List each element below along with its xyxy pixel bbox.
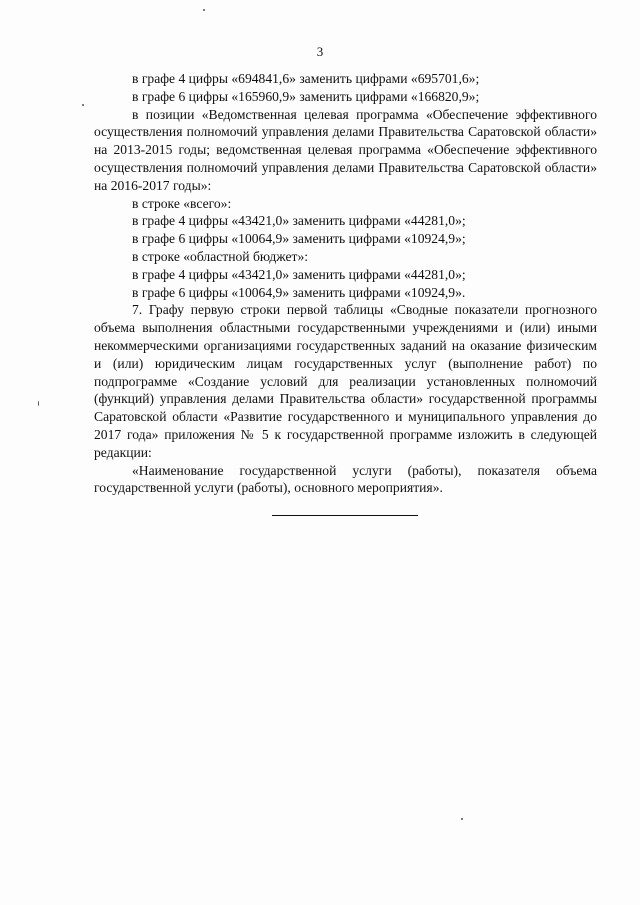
paragraph-8: в графе 4 цифры «43421,0» заменить цифрами «44281,0»; xyxy=(132,266,466,282)
scan-speck xyxy=(203,9,205,11)
scan-speck xyxy=(38,401,39,406)
paragraph-3: в позиции «Ведомственная целевая программа «Обеспечение эффективного осуществления полномочий управления делами Правительства Саратовской области» на 2013-2015 годы; ведомственная целевая программа «Обеспечение эффективного осуществления полномочий управления делами Правительства Саратовской области» на 2016-2017 годы»: xyxy=(94,106,597,193)
scan-speck xyxy=(82,104,84,106)
paragraph-11: «Наименование государственной услуги (работы), показателя объема государственной услуги (работы), основного мероприятия». xyxy=(94,462,597,496)
page-number: 3 xyxy=(316,44,324,59)
paragraph-1: в графе 4 цифры «694841,6» заменить цифрами «695701,6»; xyxy=(132,71,480,86)
end-divider-line xyxy=(272,515,418,516)
paragraph-4: в строке «всего»: xyxy=(132,195,232,211)
paragraph-6: в графе 6 цифры «10064,9» заменить цифрами «10924,9»; xyxy=(132,231,466,247)
paragraph-10: 7. Графу первую строки первой таблицы «Сводные показатели прогнозного объема выполнения областными государственными учреждениями и (или) иными некоммерческими организациями государственных заданий на оказание физическим и (или) юридическим лицам государственных услуг (выполнение работ) по подпрограмме «Создание условий для реализации установленных полномочий (функций) управления делами Правительства области» государственной программы Саратовской области «Развитие государственного и муниципального управления до 2017 года» приложения № 5 к государственной программе изложить в следующей редакции: xyxy=(94,302,597,460)
document-body xyxy=(94,70,597,497)
paragraph-9: в графе 6 цифры «10064,9» заменить цифрами «10924,9». xyxy=(132,284,466,300)
paragraph-5: в графе 4 цифры «43421,0» заменить цифрами «44281,0»; xyxy=(132,213,466,229)
paragraph-2: в графе 6 цифры «165960,9» заменить цифрами «166820,9»; xyxy=(132,88,480,104)
paragraph-7: в строке «областной бюджет»: xyxy=(132,248,309,264)
scan-speck xyxy=(461,818,463,820)
